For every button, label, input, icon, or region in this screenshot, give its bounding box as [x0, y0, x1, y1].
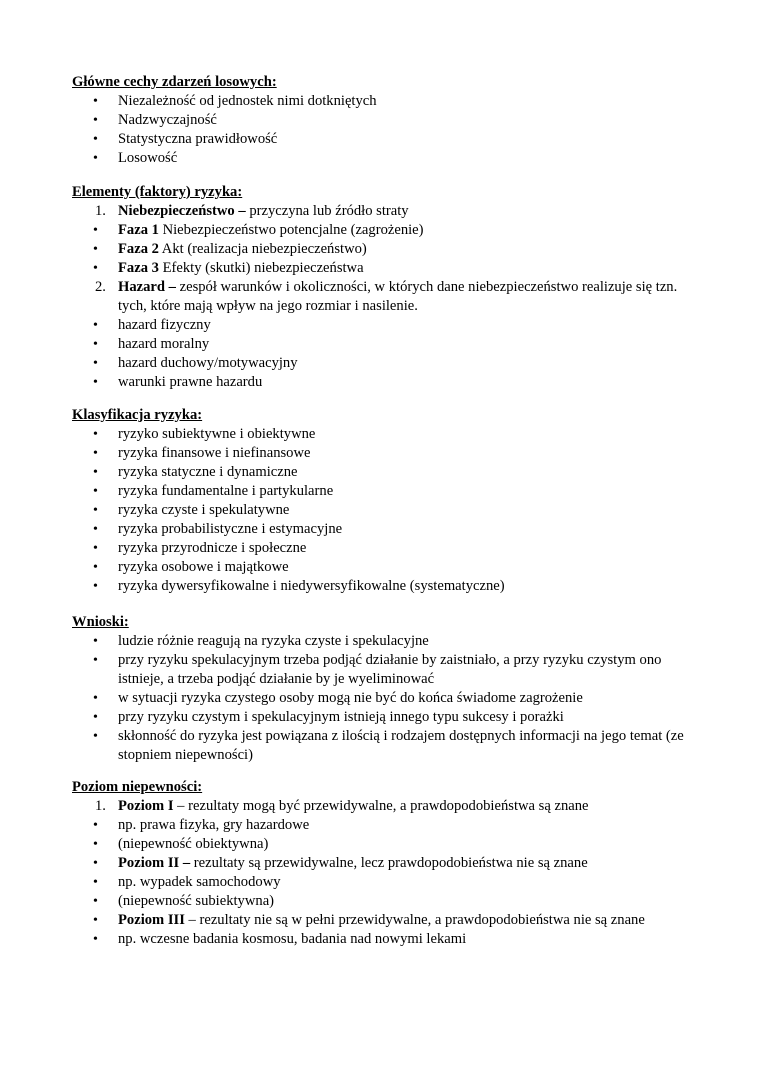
- section-heading: Główne cechy zdarzeń losowych:: [72, 74, 277, 90]
- list-item: • warunki prawne hazardu: [93, 374, 263, 390]
- bullet-icon: •: [93, 560, 98, 575]
- list-item: • ryzyko subiektywne i obiektywne: [93, 426, 316, 442]
- list-item: 1. Niebezpieczeństwo – przyczyna lub źródło straty: [95, 203, 409, 219]
- section-heading: Poziom niepewności:: [72, 779, 203, 795]
- bullet-icon: •: [93, 223, 98, 238]
- list-item: • (niepewność subiektywna): [93, 893, 275, 909]
- list-item: • przy ryzyku czystym i spekulacyjnym istnieją innego typu sukcesy i porażki: [93, 709, 564, 725]
- list-item: • ludzie różnie reagują na ryzyka czyste i spekulacyjne: [93, 633, 429, 649]
- bullet-icon: •: [93, 913, 98, 928]
- section-conclusions: [72, 613, 692, 765]
- bullet-icon: •: [93, 375, 98, 390]
- bullet-icon: •: [93, 932, 98, 947]
- bullet-icon: •: [93, 729, 98, 744]
- list-item: • Niezależność od jednostek nimi dotkniętych: [93, 93, 377, 109]
- bullet-icon: •: [93, 818, 98, 833]
- bullet-icon: •: [93, 579, 98, 594]
- list-item: • hazard moralny: [93, 336, 210, 352]
- section-heading: Wnioski:: [72, 614, 129, 630]
- bullet-icon: •: [93, 856, 98, 871]
- list-item: • Faza 2 Akt (realizacja niebezpieczeństwo): [93, 241, 367, 257]
- list-item: • ryzyka dywersyfikowalne i niedywersyfikowalne (systematyczne): [93, 578, 505, 594]
- bullet-icon: •: [93, 653, 98, 668]
- bullet-icon: •: [93, 465, 98, 480]
- bullet-icon: •: [93, 151, 98, 166]
- list-item: • ryzyka finansowe i niefinansowe: [93, 445, 311, 461]
- list-item: 2. Hazard – zespół warunków i okoliczności, w których dane niebezpieczeństwo realizuje się tzn. tych, które mają wpływ na jego rozmiar i nasilenie.: [95, 279, 678, 314]
- bullet-icon: •: [93, 522, 98, 537]
- list-number: 1.: [95, 798, 106, 814]
- list-item: • Poziom II – rezultaty są przewidywalne, lecz prawdopodobieństwa nie są znane: [93, 855, 588, 871]
- bullet-icon: •: [93, 503, 98, 518]
- bullet-icon: •: [93, 132, 98, 147]
- list-item: • (niepewność obiektywna): [93, 836, 269, 852]
- list-item: • w sytuacji ryzyka czystego osoby mogą nie być do końca świadome zagrożenie: [93, 690, 583, 706]
- list-item: • ryzyka statyczne i dynamiczne: [93, 464, 298, 480]
- list-item: • np. prawa fizyka, gry hazardowe: [93, 817, 310, 833]
- bullet-icon: •: [93, 318, 98, 333]
- list-item: • Statystyczna prawidłowość: [93, 131, 278, 147]
- section-uncertainty-level: [72, 778, 692, 949]
- list-item: • Losowość: [93, 150, 178, 166]
- list-item: • skłonność do ryzyka jest powiązana z ilością i rodzajem dostępnych informacji na jego temat (ze stopniem niepewności): [93, 728, 684, 763]
- bullet-icon: •: [93, 261, 98, 276]
- list-item: • ryzyka osobowe i majątkowe: [93, 559, 289, 575]
- section-heading: Elementy (faktory) ryzyka:: [72, 184, 243, 200]
- bullet-icon: •: [93, 634, 98, 649]
- bullet-icon: •: [93, 337, 98, 352]
- list-item: • ryzyka czyste i spekulatywne: [93, 502, 290, 518]
- bullet-icon: •: [93, 446, 98, 461]
- list-item: • ryzyka probabilistyczne i estymacyjne: [93, 521, 343, 537]
- list-item: • Nadzwyczajność: [93, 112, 217, 128]
- list-item: • ryzyka przyrodnicze i społeczne: [93, 540, 307, 556]
- bullet-icon: •: [93, 541, 98, 556]
- list-item: • Faza 1 Niebezpieczeństwo potencjalne (zagrożenie): [93, 222, 424, 238]
- bullet-icon: •: [93, 427, 98, 442]
- bullet-icon: •: [93, 113, 98, 128]
- bullet-icon: •: [93, 484, 98, 499]
- bullet-icon: •: [93, 710, 98, 725]
- bullet-icon: •: [93, 894, 98, 909]
- section-features: [72, 73, 692, 168]
- bullet-icon: •: [93, 875, 98, 890]
- list-number: 2.: [95, 279, 106, 295]
- list-item: 1. Poziom I – rezultaty mogą być przewidywalne, a prawdopodobieństwa są znane: [95, 798, 589, 814]
- bullet-icon: •: [93, 837, 98, 852]
- list-item: • przy ryzyku spekulacyjnym trzeba podjąć działanie by zaistniało, a przy ryzyku czystym ono istnieje, a trzeba podjąć działanie by je wyeliminować: [93, 652, 662, 687]
- bullet-icon: •: [93, 242, 98, 257]
- list-item: • Faza 3 Efekty (skutki) niebezpieczeństwa: [93, 260, 364, 276]
- list-item: • np. wypadek samochodowy: [93, 874, 281, 890]
- list-item: • ryzyka fundamentalne i partykularne: [93, 483, 334, 499]
- list-item: • hazard fizyczny: [93, 317, 211, 333]
- list-item: • hazard duchowy/motywacyjny: [93, 355, 298, 371]
- bullet-icon: •: [93, 691, 98, 706]
- section-classification: [72, 406, 692, 596]
- bullet-icon: •: [93, 356, 98, 371]
- bullet-icon: •: [93, 94, 98, 109]
- list-item: • np. wczesne badania kosmosu, badania nad nowymi lekami: [93, 931, 467, 947]
- section-risk-elements: [72, 183, 692, 392]
- section-heading: Klasyfikacja ryzyka:: [72, 407, 203, 423]
- list-item: • Poziom III – rezultaty nie są w pełni przewidywalne, a prawdopodobieństwa nie są znane: [93, 912, 645, 928]
- list-number: 1.: [95, 203, 106, 219]
